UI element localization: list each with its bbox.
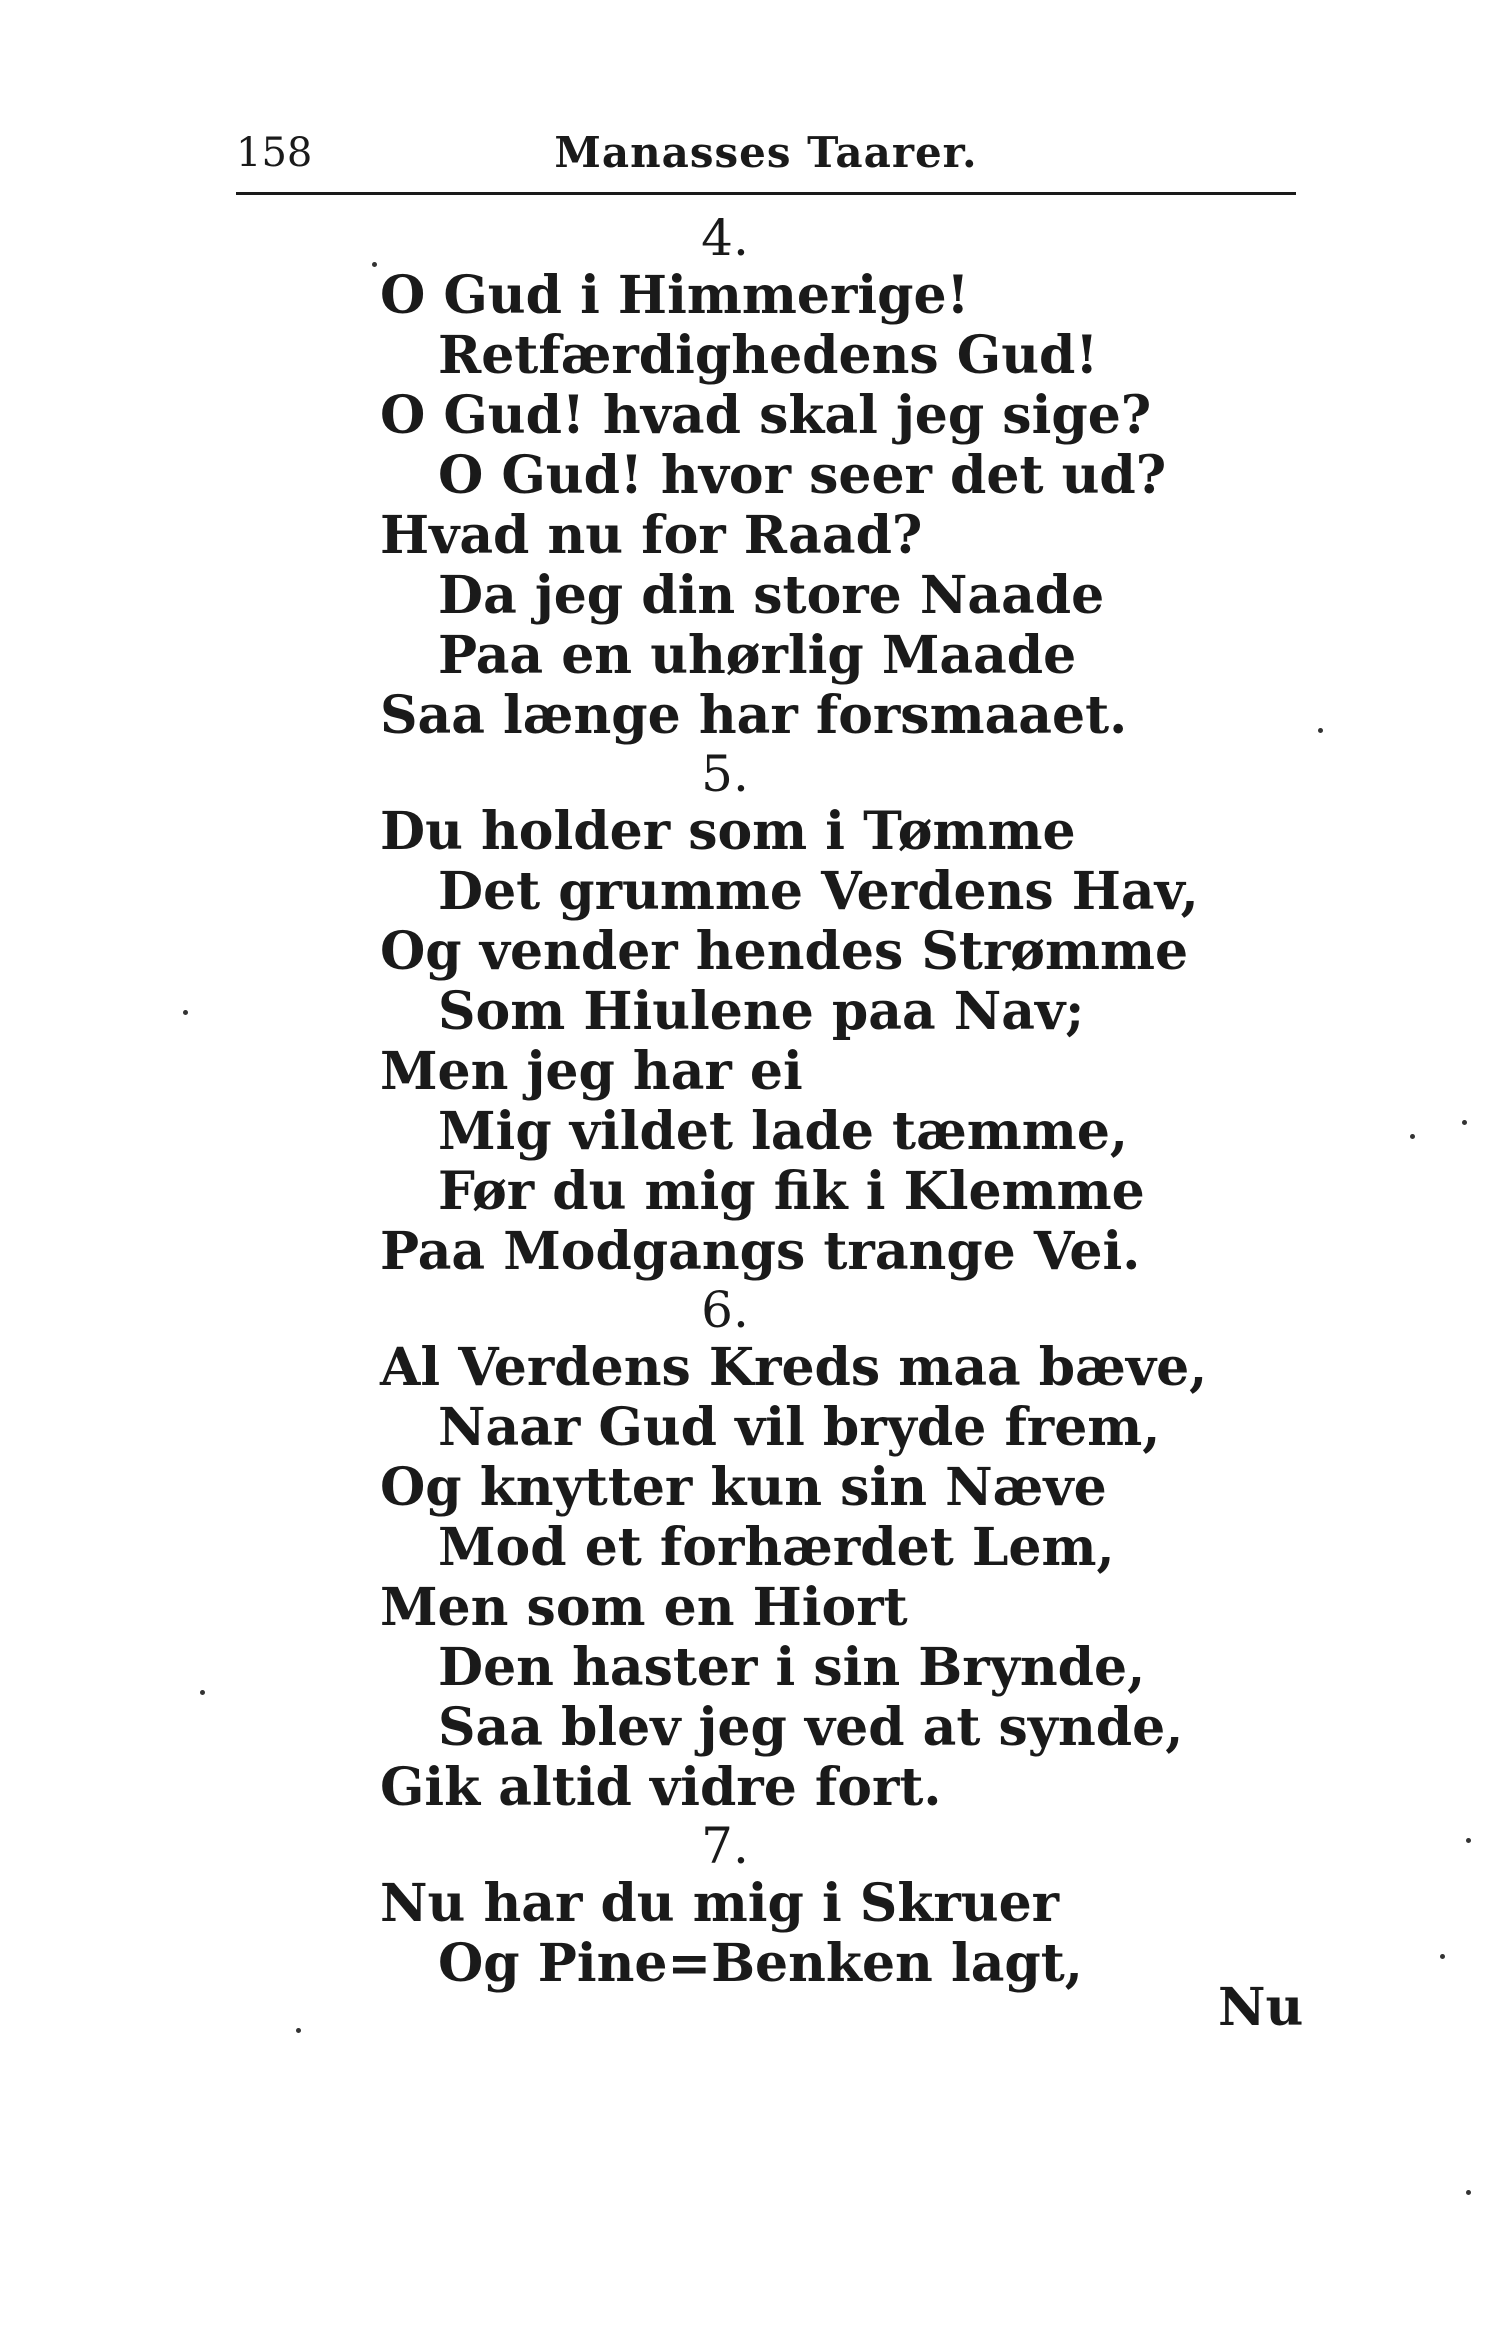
verse-line: Saa længe har forsmaaet. [380, 685, 1128, 746]
verse-line: Retfærdighedens Gud! [438, 325, 1099, 386]
verse-line: Og Pine=Benken lagt, [438, 1933, 1083, 1994]
page-number: 158 [236, 130, 313, 176]
header-rule [236, 192, 1296, 195]
verse-line: Hvad nu for Raad? [380, 505, 923, 566]
scan-speck [372, 262, 377, 267]
verse-line: Den haster i sin Brynde, [438, 1637, 1146, 1698]
verse-line: Paa en uhørlig Maade [438, 625, 1077, 686]
verse-line: Saa blev jeg ved at synde, [438, 1697, 1184, 1758]
stanza-number: 7. [701, 1817, 749, 1875]
verse-line: Og vender hendes Strømme [380, 921, 1189, 982]
scan-speck [1466, 2190, 1471, 2195]
verse-line: O Gud i Himmerige! [380, 265, 970, 326]
scan-speck [1462, 1120, 1467, 1125]
poem-body [380, 209, 1208, 1994]
stanza-number: 6. [701, 1281, 749, 1339]
verse-line: Som Hiulene paa Nav; [438, 981, 1085, 1042]
stanza-number: 4. [701, 209, 749, 267]
catchword: Nu [1218, 1977, 1304, 2038]
verse-line: Nu har du mig i Skruer [380, 1873, 1060, 1934]
verse-line: Men som en Hiort [380, 1577, 908, 1638]
verse-line: Men jeg har ei [380, 1041, 803, 1102]
verse-line: Gik altid vidre fort. [380, 1757, 942, 1818]
verse-line: Du holder som i Tømme [380, 801, 1076, 862]
verse-line: Da jeg din store Naade [438, 565, 1105, 626]
verse-line: Før du mig fik i Klemme [438, 1161, 1145, 1222]
verse-line: Og knytter kun sin Næve [380, 1457, 1107, 1518]
verse-line: O Gud! hvor seer det ud? [438, 445, 1167, 506]
verse-line: Mod et forhærdet Lem, [438, 1517, 1115, 1578]
scan-speck [183, 1010, 188, 1015]
running-title: Manasses Taarer. [554, 128, 978, 177]
verse-line: Naar Gud vil bryde frem, [438, 1397, 1161, 1458]
verse-line: Det grumme Verdens Hav, [438, 861, 1199, 922]
scan-speck [200, 1690, 205, 1695]
verse-line: O Gud! hvad skal jeg sige? [380, 385, 1152, 446]
scan-speck [1318, 728, 1323, 733]
stanza-number: 5. [701, 745, 749, 803]
verse-line: Paa Modgangs trange Vei. [380, 1221, 1141, 1282]
scan-speck [1466, 1838, 1471, 1843]
scan-speck [1440, 1954, 1445, 1959]
verse-line: Al Verdens Kreds maa bæve, [380, 1337, 1208, 1398]
verse-line: Mig vildet lade tæmme, [438, 1101, 1129, 1162]
scan-speck [1410, 1134, 1415, 1139]
page-header [236, 128, 1296, 178]
scan-speck [296, 2028, 301, 2033]
